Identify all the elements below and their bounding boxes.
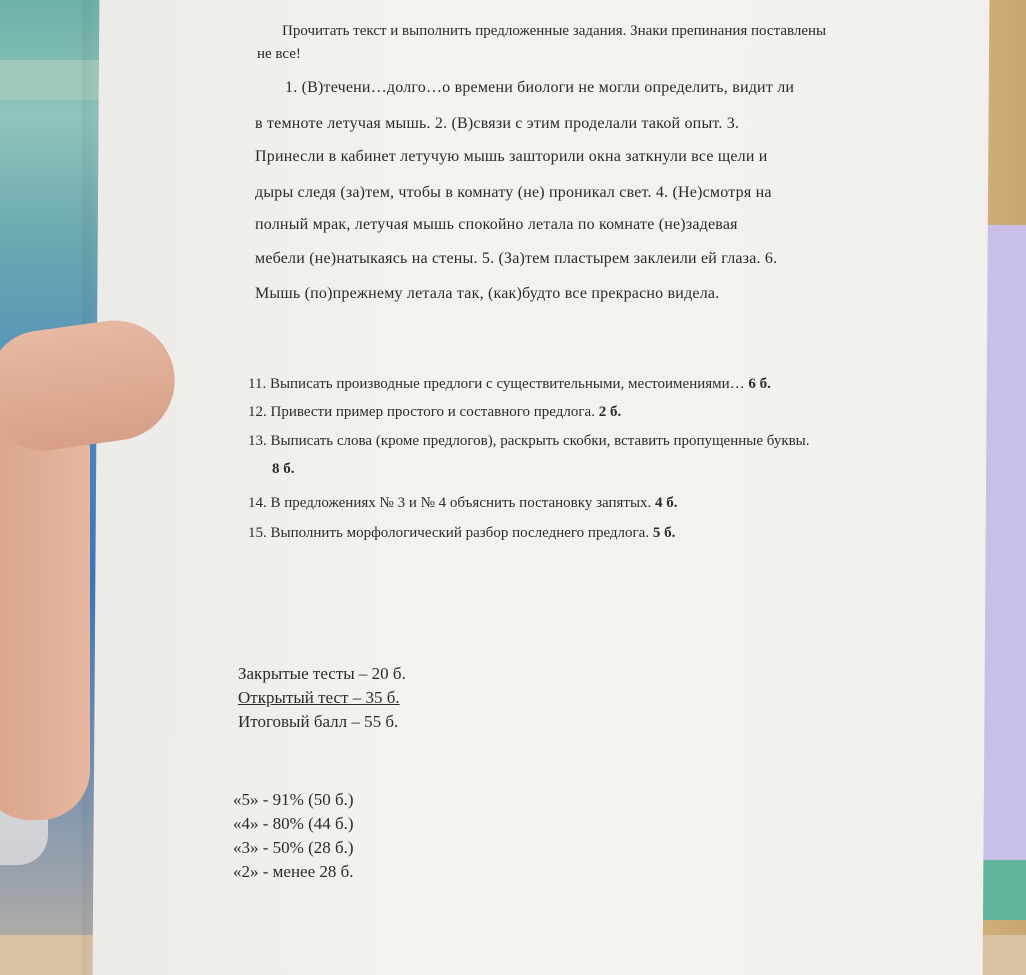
task-15-text: 15. Выполнить морфологический разбор последнего предлога. xyxy=(248,525,653,541)
task-12-text: 12. Привести пример простого и составного предлога. xyxy=(248,404,599,420)
instruction-line-2: не все! xyxy=(257,46,301,62)
task-12-points: 2 б. xyxy=(598,404,622,420)
hand-palm xyxy=(0,400,90,820)
grade-3: «3» - 50% (28 б.) xyxy=(233,838,354,857)
task-15-points: 5 б. xyxy=(652,525,676,541)
grade-4: «4» - 80% (44 б.) xyxy=(233,814,354,833)
score-closed-tests: Закрытые тесты – 20 б. xyxy=(238,664,406,683)
task-11-points: 6 б. xyxy=(748,376,771,392)
task-11-text: 11. Выписать производные предлоги с существительными, местоимениями… xyxy=(248,376,749,392)
task-13-text: 13. Выписать слова (кроме предлогов), раскрыть скобки, вставить пропущенные буквы. xyxy=(248,433,810,449)
story-line-6: мебели (не)натыкаясь на стены. 5. (За)тем пластырем заклеили ей глаза. 6. xyxy=(255,250,778,267)
story-line-4: дыры следя (за)тем, чтобы в комнату (не) проникал свет. 4. (Не)смотря на xyxy=(255,184,772,201)
story-line-7: Мышь (по)прежнему летала так, (как)будто все прекрасно видела. xyxy=(255,285,720,302)
score-total: Итоговый балл – 55 б. xyxy=(238,712,399,731)
task-14 xyxy=(248,495,678,512)
story-line-5: полный мрак, летучая мышь спокойно летала по комнате (не)задевая xyxy=(255,216,738,233)
story-line-1: 1. (В)течени…долго…о времени биологи не могли определить, видит ли xyxy=(285,79,795,96)
task-15 xyxy=(248,525,675,542)
task-13-points: 8 б. xyxy=(272,461,295,477)
grade-2: «2» - менее 28 б. xyxy=(233,862,354,881)
instruction-line-1: Прочитать текст и выполнить предложенные задания. Знаки препинания поставлены xyxy=(282,23,827,39)
task-14-points: 4 б. xyxy=(655,495,678,511)
worksheet-paper xyxy=(93,0,990,975)
task-12 xyxy=(248,404,621,421)
story-line-3: Принесли в кабинет летучую мышь зашторили окна заткнули все щели и xyxy=(255,148,768,165)
task-11 xyxy=(248,376,771,393)
score-open-test: Открытый тест – 35 б. xyxy=(238,688,400,707)
task-14-text: 14. В предложениях № 3 и № 4 объяснить постановку запятых. xyxy=(248,495,656,511)
story-line-2: в темноте летучая мышь. 2. (В)связи с этим проделали такой опыт. 3. xyxy=(255,115,740,132)
grade-5: «5» - 91% (50 б.) xyxy=(233,790,354,809)
